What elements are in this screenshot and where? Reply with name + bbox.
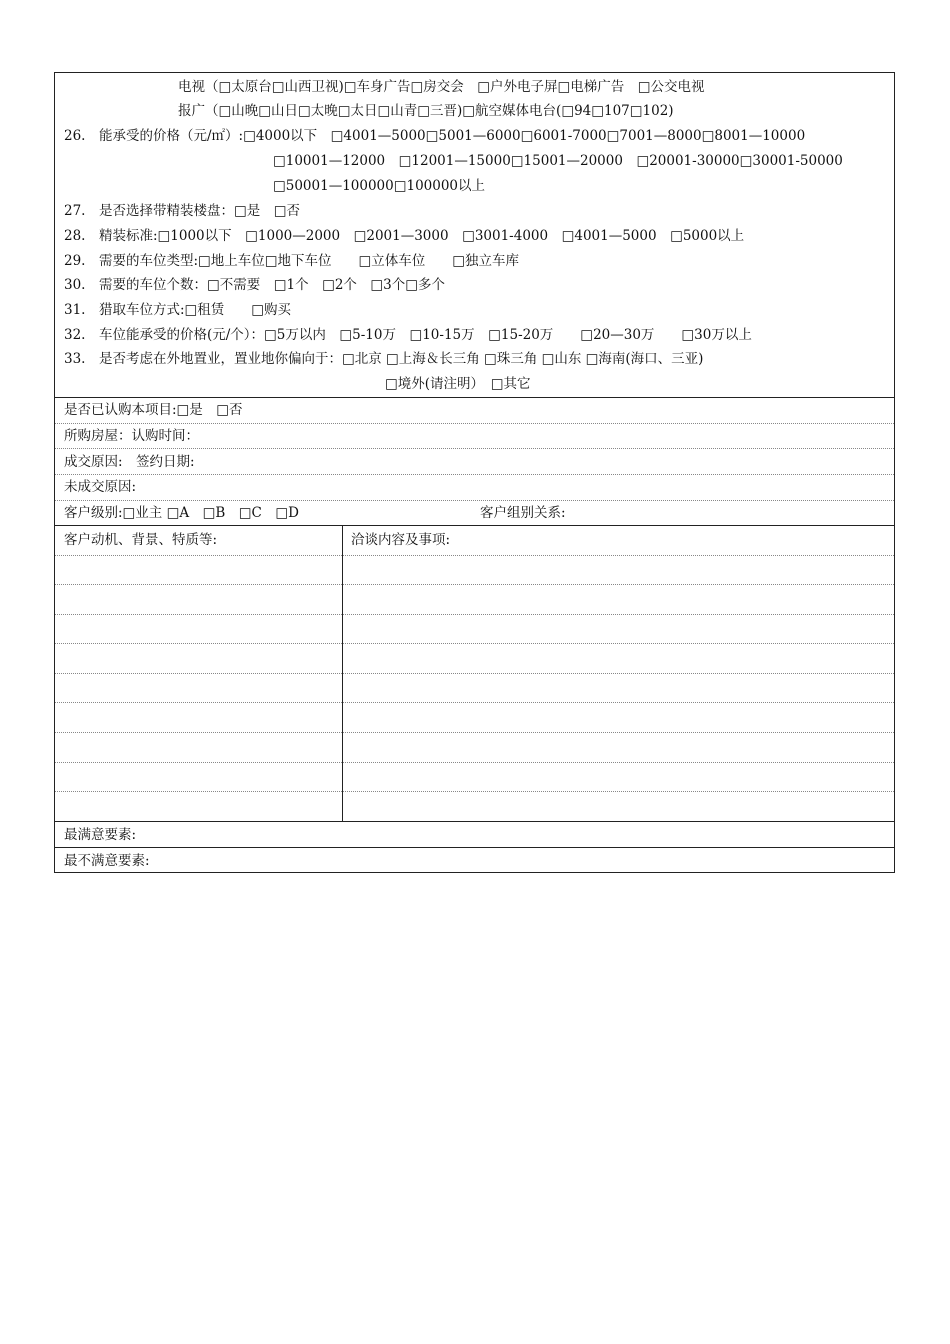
row-divider [55,500,894,501]
notes-row-line [55,732,894,733]
notes-row-line [55,762,894,763]
q26-price-line-3: □50001—100000□100000以上 [273,178,486,194]
notes-row-line [55,702,894,703]
q30-parking-count-line: 30. 需要的车位个数：□不需要 □1个 □2个 □3个□多个 [64,277,446,293]
q26-price-line-1: 26. 能承受的价格（元/㎡）:□4000以下 □4001—5000□5001—6000□6001-7000□7001—8000□8001—10000 [64,128,806,144]
footer-row-border [55,847,894,848]
fail-reason-field: 未成交原因: [64,479,137,495]
notes-row-line [55,673,894,674]
row-divider [55,448,894,449]
notes-row-line [55,614,894,615]
newspaper-media-line: 报广（□山晚□山日□太晚□太日□山青□三晋)□航空媒体电台(□94□107□102) [178,103,674,119]
q26-price-line-2: □10001—12000 □12001—15000□15001—20000 □20001-30000□30001-50000 [273,153,843,169]
section-divider [55,397,894,398]
purchased-field: 是否已认购本项目:□是 □否 [64,402,243,418]
footer-top-border [55,821,894,822]
motive-header: 客户动机、背景、特质等: [64,532,218,548]
q28-decoration-standard-line: 28. 精装标准:□1000以下 □1000—2000 □2001—3000 □3001-4000 □4001—5000 □5000以上 [64,228,745,244]
notes-top-border [55,525,894,526]
house-field: 所购房屋：认购时间： [64,428,199,444]
customer-group-field: 客户组别关系: [480,505,566,521]
row-divider [55,474,894,475]
deal-reason-field: 成交原因: 签约日期: [64,454,195,470]
customer-survey-form [54,72,895,873]
row-divider [55,423,894,424]
q33-other-city-line-2: □境外(请注明） □其它 [385,376,531,392]
q33-other-city-line-1: 33. 是否考虑在外地置业，置业地你偏向于：□北京 □上海＆长三角 □珠三角 □山东 □海南(海口、三亚) [64,351,704,367]
customer-level-field: 客户级别:□业主 □A □B □C □D [64,505,299,521]
q31-parking-method-line: 31. 猎取车位方式:□租赁 □购买 [64,302,292,318]
notes-row-line [55,555,894,556]
most-unsatisfied-field: 最不满意要素: [64,853,150,869]
notes-row-line [55,584,894,585]
q32-parking-price-line: 32. 车位能承受的价格(元/个）：□5万以内 □5-10万 □10-15万 □15-20万 □20—30万 □30万以上 [64,327,752,343]
tv-media-line: 电视（□太原台□山西卫视)□车身广告□房交会 □户外电子屏□电梯广告 □公交电视 [178,79,705,95]
q27-decorated-line: 27. 是否选择带精装楼盘：□是 □否 [64,203,300,219]
q29-parking-type-line: 29. 需要的车位类型:□地上车位□地下车位 □立体车位 □独立车库 [64,253,520,269]
notes-row-line [55,643,894,644]
notes-row-line [55,791,894,792]
talk-header: 洽谈内容及事项: [351,532,451,548]
most-satisfied-field: 最满意要素: [64,827,137,843]
